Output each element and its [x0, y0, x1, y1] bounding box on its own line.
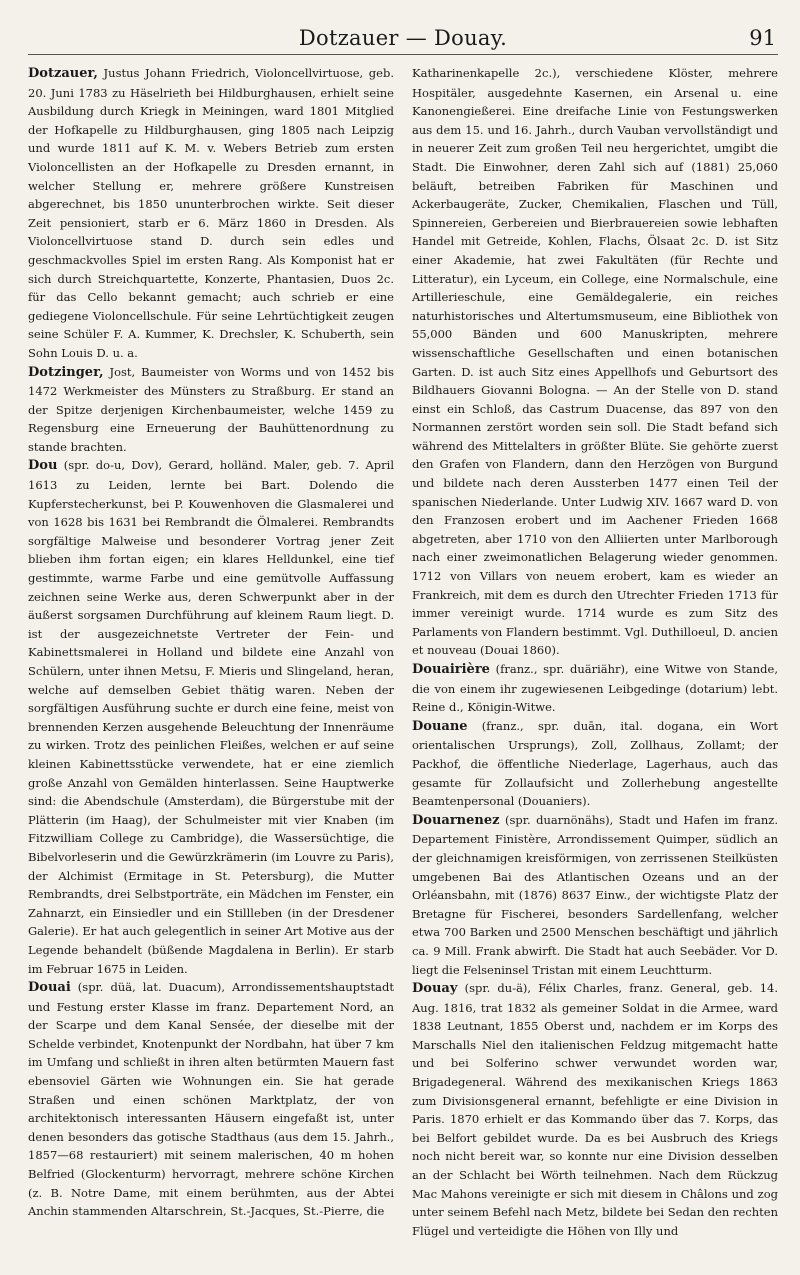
- entry-lemma: Dotzinger,: [28, 364, 104, 380]
- entry-text: (spr. duarnönähs), Stadt und Hafen im franz. Departement Finistère, Arrondissement Quimper, südlich an der gleichnamigen kreisförmigen, von zerrissenen Steilküsten umgebenen Bai des Atlantischen Ozeans und an der Orléansbahn, mit (1876) 8637 Einw., der wichtigste Platz der Bretagne für Fischerei, besonders Sardellenfang, welcher etwa 700 Barken und 2500 Menschen beschäftigt und jährlich ca. 9 Mill. Frank abwirft. Die Stadt hat auch Seebäder. Vor D. liegt die Felseninsel Tristan mit einem Leuchtturm.: [412, 812, 778, 977]
- entry-dotzauer: [28, 64, 394, 363]
- entry-dou: [28, 456, 394, 978]
- entry-text: (franz., spr. duān, ital. dogana, ein Wort orientalischen Ursprungs), Zoll, Zollhaus, Zollamt; der Packhof, die öffentliche Niederlage, Lagerhaus, auch das gesamte für Zollaufsicht und Zollerhebung angestellte Beamtenpersonal (Douaniers).: [412, 718, 778, 809]
- left-column: [28, 64, 394, 1240]
- entry-text: (spr. düä, lat. Duacum), Arrondissementshauptstadt und Festung erster Klasse im franz. Departement Nord, an der Scarpe und dem Kanal Sensée, der dieselbe mit der Schelde verbindet, Knotenpunkt der Nordbahn, hat über 7 km im Umfang und schließt in ihren alten betürmten Mauern fast ebensoviel Gärten wie Wohnungen ein. Sie hat gerade Straßen und einen schönen Marktplatz, der von architektonisch interessanten Häusern eingefaßt ist, unter denen besonders das gotische Stadthaus (aus dem 15. Jahrh., 1857—68 restauriert) mit seinem malerischen, 40 m hohen Belfried (Glockenturm) hervorragt, mehrere schöne Kirchen (z. B. Notre Dame, mit einem berühmten, aus der Abtei Anchin stammenden Altarschrein, St.-Jacques, St.-Pierre, die: [28, 980, 394, 1219]
- entry-lemma: Douairière: [412, 662, 490, 677]
- entry-douay: [412, 979, 778, 1240]
- entry-douairiere: [412, 660, 778, 717]
- entry-text: Justus Johann Friedrich, Violoncellvirtuose, geb. 20. Juni 1783 zu Häselrieth bei Hildburghausen, erhielt seine Ausbildung durch Kriegk in Meiningen, ward 1801 Mitglied der Hofkapelle zu Hildburghausen, ging 1805 nach Leipzig und wurde 1811 auf K. M. v. Webers Betrieb zum ersten Violoncellisten an der Hofkapelle zu Dresden ernannt, in welcher Stellung er, mehrere größere Kunstreisen abgerechnet, bis 1850 ununterbrochen wirkte. Seit dieser Zeit pensioniert, starb er 6. März 1860 in Dresden. Als Violoncellvirtuose stand D. durch sein edles und geschmackvolles Spiel im ersten Rang. Als Komponist hat er sich durch Streichquartette, Konzerte, Phantasien, Duos 2c. für das Cello bekannt gemacht; auch schrieb er eine gediegene Violoncellschule. Für seine Lehrtüchtigkeit zeugen seine Schüler F. A. Kummer, K. Drechsler, K. Schuberth, sein Sohn Louis D. u. a.: [28, 66, 394, 360]
- entry-text: (spr. do-u, Dov), Gerard, holländ. Maler, geb. 7. April 1613 zu Leiden, lernte bei Bart. Dolendo die Kupferstecherkunst, bei P. Kouwenhoven die Glasmalerei und von 1628 bis 1631 bei Rembrandt die Ölmalerei. Rembrandts sorgfältige Malweise und besonderer Vortrag jener Zeit blieben ihm fortan eigen; ein klares Helldunkel, eine tief gestimmte, warme Farbe und eine gemütvolle Auffassung zeichnen seine Werke aus, deren Schwerpunkt aber in der äußerst sorgsamen Durchführung auf kleinem Raum liegt. D. ist der ausgezeichnetste Vertreter der Fein- und Kabinettsmalerei in Holland und bildete eine Anzahl von Schülern, unter ihnen Metsu, F. Mieris und Slingeland, heran, welche auf demselben Gebiet thätig waren. Neben der sorgfältigen Ausführung suchte er durch eine feine, meist von brennenden Kerzen ausgehende Beleuchtung der Innenräume zu wirken. Trotz des peinlichen Fleißes, welchen er auf seine kleinen Kabinettsstücke verwendete, hat er eine ziemlich große Anzahl von Gemälden hinterlassen. Seine Hauptwerke sind: die Abendschule (Amsterdam), die Bürgerstube mit der Plätterin (im Haag), der Schulmeister mit vier Knaben (im Fitzwilliam College zu Cambridge), die Wassersüchtige, die Bibelvorleserin und die Gewürzkrämerin (im Louvre zu Paris), der Alchimist (Ermitage in St. Petersburg), die Mutter Rembrandts, drei Selbstporträte, ein Mädchen im Fenster, ein Zahnarzt, ein Einsiedler und ein Stillleben (in der Dresdener Galerie). Er hat auch gelegentlich in seiner Art Motive aus der Legende behandelt (büßende Magdalena in Berlin). Er starb im Februar 1675 in Leiden.: [28, 458, 394, 976]
- entry-text: (spr. du-ä), Félix Charles, franz. General, geb. 14. Aug. 1816, trat 1832 als gemeiner Soldat in die Armee, ward 1838 Leutnant, 1855 Oberst und, nachdem er im Korps des Marschalls Niel den italienischen Feldzug mitgemacht hatte und bei Solferino schwer verwundet worden war, Brigadegeneral. Während des mexikanischen Kriegs 1863 zum Divisionsgeneral ernannt, befehligte er eine Division in Paris. 1870 erhielt er das Kommando über das 7. Korps, das bei Belfort gebildet wurde. Da es bei Ausbruch des Kriegs noch nicht bereit war, so konnte nur eine Division desselben an der Schlacht bei Wörth teilnehmen. Nach dem Rückzug Mac Mahons vereinigte er sich mit diesem in Châlons und zog unter seinem Befehl nach Metz, bildete bei Sedan den rechten Flügel und verteidigte die Höhen von Illy und: [412, 981, 778, 1238]
- page-header: [28, 24, 778, 55]
- entry-lemma: Dou: [28, 458, 58, 474]
- entry-lemma: Dotzauer,: [28, 66, 98, 81]
- entry-douai-continued: [412, 64, 778, 660]
- entry-douane: [412, 717, 778, 811]
- page-number: 91: [749, 26, 776, 50]
- running-head: Dotzauer — Douay.: [298, 26, 508, 50]
- right-column: [412, 64, 778, 1240]
- entry-douai: [28, 978, 394, 1221]
- entry-dotzinger: [28, 363, 394, 457]
- entry-text: Katharinenkapelle 2c.), verschiedene Klöster, mehrere Hospitäler, ausgedehnte Kasernen, ein Arsenal u. eine Kanonengießerei. Eine dreifache Linie von Festungswerken aus dem 15. und 16. Jahrh., durch Vauban vervollständigt und in neuerer Zeit zum großen Teil neu hergerichtet, umgibt die Stadt. Die Einwohner, deren Zahl sich auf (1881) 25,060 beläuft, betreiben Fabriken für Maschinen und Ackerbaugeräte, Zucker, Chemikalien, Flaschen und Tüll, Spinnereien, Gerbereien und Bierbrauereien sowie lebhaften Handel mit Getreide, Kohlen, Flachs, Ölsaat 2c. D. ist Sitz einer Akademie, hat zwei Fakultäten (für Rechte und Litteratur), ein Lyceum, ein College, eine Normalschule, eine Artillerieschule, eine Gemäldegalerie, ein reiches naturhistorisches und Altertumsmuseum, eine Bibliothek von 55,000 Bänden und 600 Manuskripten, mehrere wissenschaftliche Gesellschaften und einen botanischen Garten. D. ist auch Sitz eines Appellhofs und Geburtsort des Bildhauers Giovanni Bologna. — An der Stelle von D. stand einst ein Schloß, das Castrum Duacense, das 897 von den Normannen zerstört worden sein soll. Die Stadt befand sich während des Mittelalters in größter Blüte. Sie gehörte zuerst den Grafen von Flandern, dann den Herzögen von Burgund und bildete nach deren Aussterben 1477 einen Teil der spanischen Niederlande. Unter Ludwig XIV. 1667 ward D. von den Franzosen erobert und im Aachener Frieden 1668 abgetreten, aber 1710 von den Alliierten unter Marlborough nach einer zweimonatlichen Belagerung wieder genommen. 1712 von Villars von neuem erobert, kam es wieder an Frankreich, mit dem es durch den Utrechter Frieden 1713 für immer vereinigt wurde. 1714 wurde es zum Sitz des Parlaments von Flandern bestimmt. Vgl. Duthilloeul, D. ancien et nouveau (Douai 1860).: [412, 66, 778, 658]
- entry-lemma: Douai: [28, 980, 71, 996]
- text-columns: [28, 64, 778, 1240]
- entry-douarnenez: [412, 811, 778, 979]
- entry-text: (franz., spr. duäriähr), eine Witwe von Stande, die von einem ihr zugewiesenen Leibgedinge (dotarium) lebt. Reine d., Königin-Witwe.: [412, 662, 778, 715]
- entry-lemma: Douane: [412, 718, 468, 734]
- entry-text: Jost, Baumeister von Worms und von 1452 bis 1472 Werkmeister des Münsters zu Straßburg. Er stand an der Spitze derjenigen Kirchenbaumeister, welche 1459 zu Regensburg eine Erneuerung der Bauhüttenordnung zu stande brachten.: [28, 364, 394, 454]
- entry-lemma: Douarnenez: [412, 812, 500, 828]
- entry-lemma: Douay: [412, 981, 458, 997]
